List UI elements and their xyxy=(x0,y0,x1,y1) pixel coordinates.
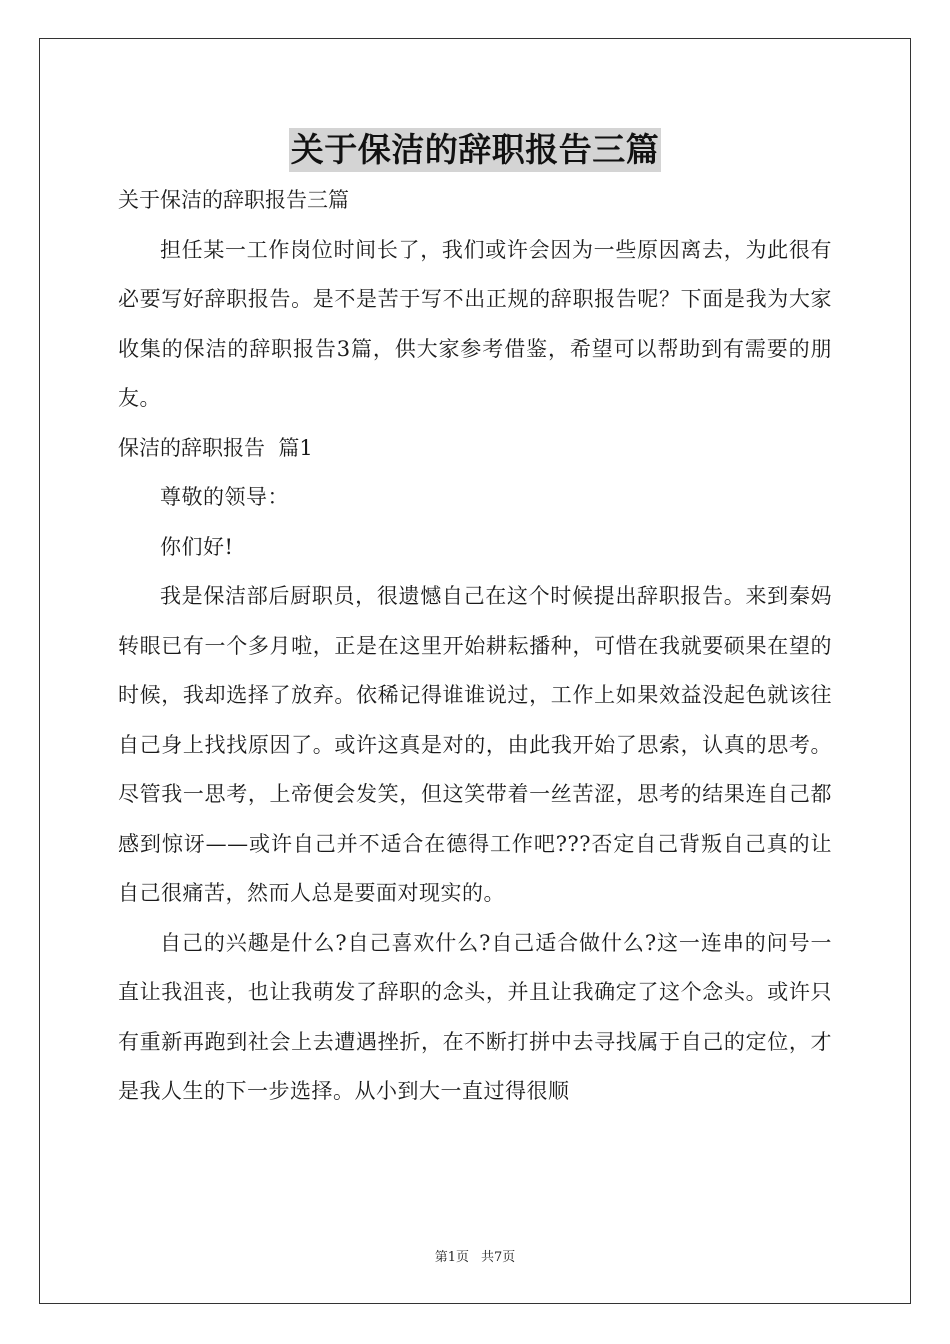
page-number: 第1页 xyxy=(434,1250,469,1265)
intro-paragraph: 担任某一工作岗位时间长了，我们或许会因为一些原因离去，为此很有必要写好辞职报告。是不是苦于写不出正规的辞职报告呢？下面是我为大家收集的保洁的辞职报告3篇，供大家参考借鉴，希望可以帮助到有需要的朋友。 xyxy=(118,237,832,410)
page-total: 共7页 xyxy=(481,1250,516,1265)
document-subtitle: 关于保洁的辞职报告三篇 xyxy=(118,188,349,212)
document-title: 关于保洁的辞职报告三篇 xyxy=(289,128,662,172)
section-heading: 保洁的辞职报告 篇1 xyxy=(118,435,313,460)
body-paragraph-2: 自己的兴趣是什么?自己喜欢什么?自己适合做什么?这一连串的问号一直让我沮丧，也让我萌发了辞职的念头，并且让我确定了这个念头。或许只有重新再跑到社会上去遭遇挫折，在不断打拼中去寻找属于自己的定位，才是我人生的下一步选择。从小到大一直过得很顺 xyxy=(118,930,832,1103)
body-paragraph-1: 我是保洁部后厨职员，很遗憾自己在这个时候提出辞职报告。来到秦妈转眼已有一个多月啦，正是在这里开始耕耘播种，可惜在我就要硕果在望的时候，我却选择了放弃。依稀记得谁谁说过，工作上如果效益没起色就该往自己身上找找原因了。或许这真是对的，由此我开始了思索，认真的思考。尽管我一思考，上帝便会发笑，但这笑带着一丝苦涩，思考的结果连自己都感到惊讶——或许自己并不适合在德得工作吧???否定自己背叛自己真的让自己很痛苦，然而人总是要面对现实的。 xyxy=(118,584,832,905)
page-footer xyxy=(0,1246,950,1265)
salutation: 尊敬的领导： xyxy=(160,485,289,509)
greeting: 你们好! xyxy=(160,534,234,559)
document-body xyxy=(118,176,832,1117)
title-container xyxy=(0,128,950,172)
